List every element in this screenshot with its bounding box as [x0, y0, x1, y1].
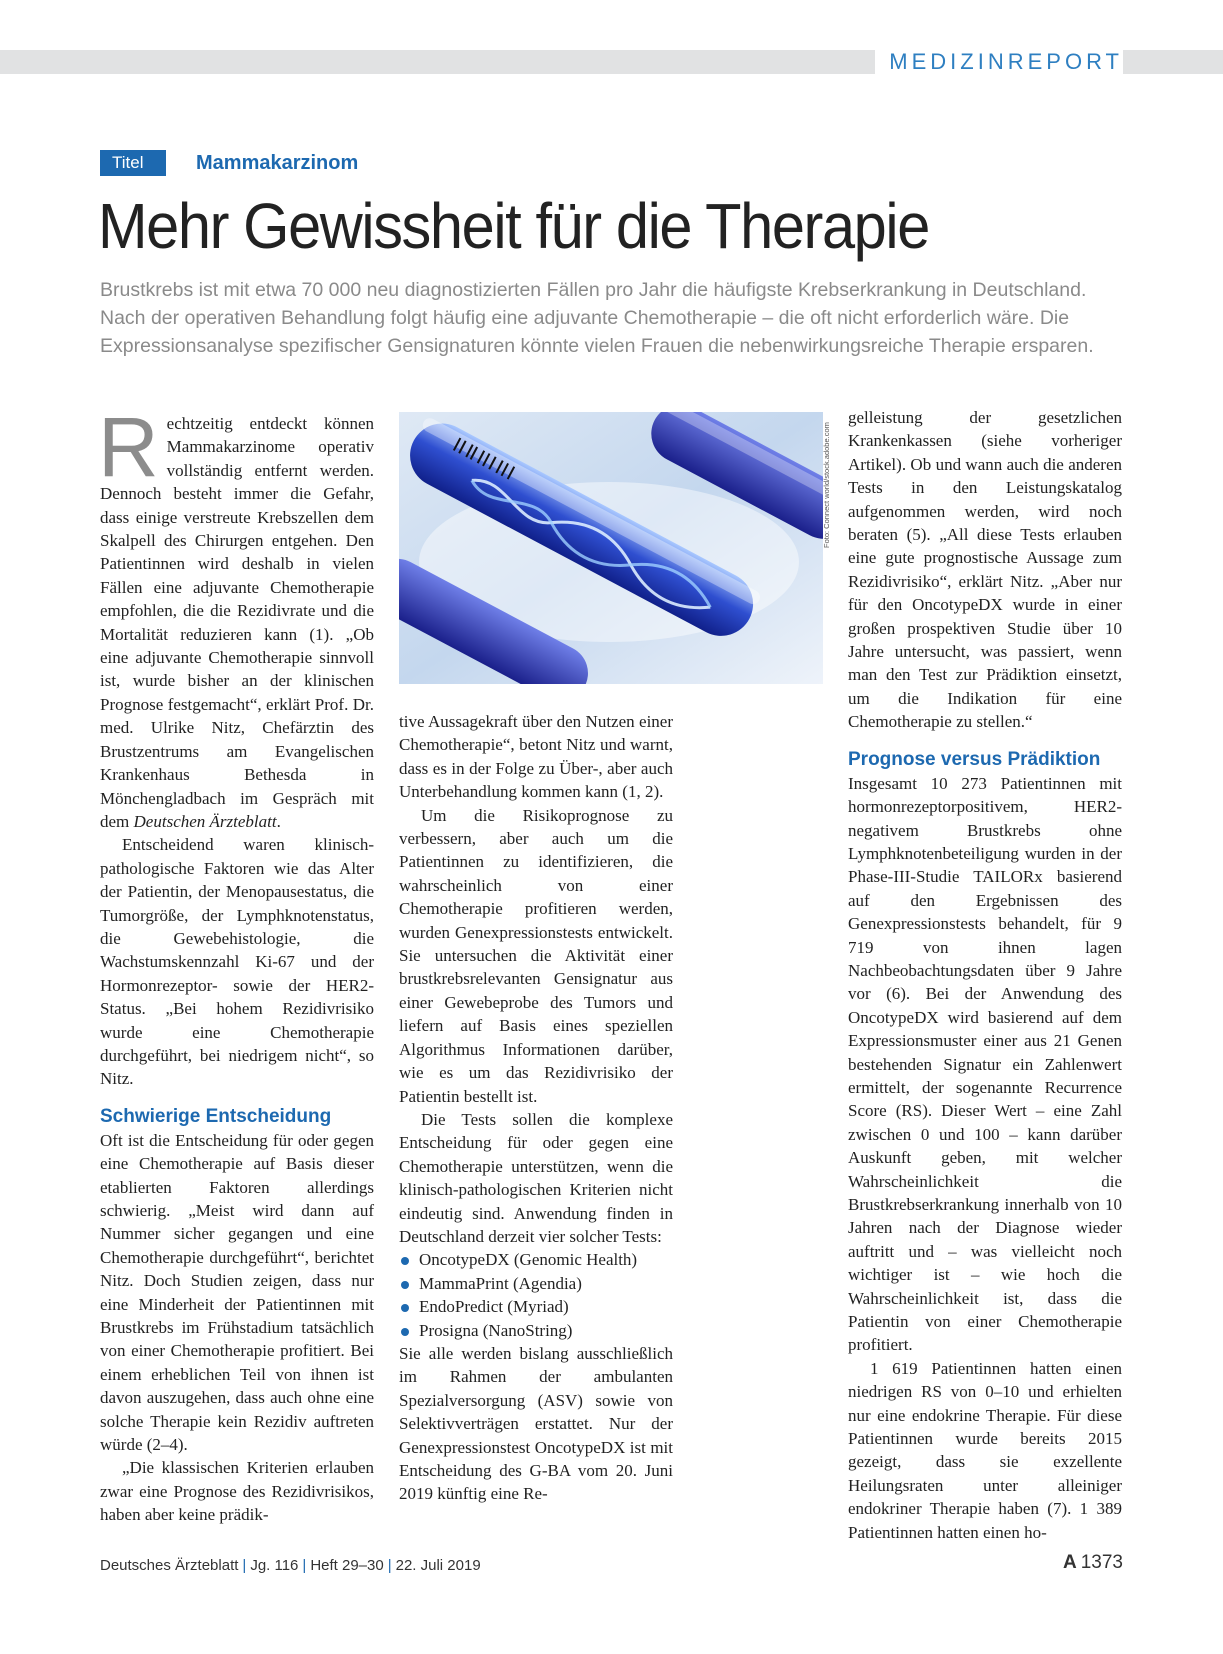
photo-credit: Foto: Connect world/stock.adobe.com [822, 422, 831, 548]
text-column-1 [98, 400, 374, 1527]
journal-name: Deutschen Ärzteblatt [133, 811, 277, 831]
article-kicker: Mammakarzinom [196, 152, 359, 174]
list-item: EndoPredict (Myriad) [399, 1295, 673, 1318]
subheading: Prognose versus Prädiktion [848, 748, 1101, 770]
lead-line: Brustkrebs ist mit etwa 70 000 neu diagnostizierten Fällen pro Jahr die häufigste Krebserkrankung in Deutschland. [100, 279, 1087, 301]
list-item: MammaPrint (Agendia) [399, 1272, 673, 1295]
paragraph: Insgesamt 10 273 Patientinnen mit hormonrezeptorpositivem, HER2-negativem Brustkrebs ohne Lymphknotenbeteiligung wurden in der Phase-III-Studie TAILORx basierend auf den Ergebnissen des Genexpressionstests behandelt, für 9 719 von ihnen lagen Nachbeobachtungsdaten über 9 Jahre vor (6). Bei der Anwendung des OncotypeDX wird basierend auf dem Expressionsmuster einer aus 21 Genen bestehenden Signatur ein Zahlenwert ermittelt, der sogenannte Recurrence Score (RS). Dieser Wert – eine Zahl zwischen 0 und 100 – kann darüber Auskunft geben, mit welcher Wahrscheinlichkeit die Brustkrebserkrankung innerhalb von 10 Jahren nach der Diagnose wieder auftritt und – was vielleicht noch wichtiger ist – wie hoch die Wahrscheinlichkeit ist, dass die Patientin von einer Chemotherapie profitiert. [848, 773, 1122, 1355]
list-item: OncotypeDX (Genomic Health) [399, 1248, 673, 1271]
paragraph: Um die Risikoprognose zu verbessern, aber auch um die Patientinnen zu identifizieren, die wahrscheinlich von einer Chemotherapie profitieren werden, wurden Genexpressionstests entwickelt. Sie untersuchen die Aktivität einer brustkrebsrelevanten Gensignatur aus einer Gewebeprobe des Tumors und liefern auf Basis eines speziellen Algorithmus Informationen darüber, wie es um das Rezidivrisiko der Patientin bestellt ist. [399, 805, 673, 1106]
footer-issue: Heft 29–30 [310, 1557, 384, 1574]
paragraph: Rechtzeitig entdeckt können Mammakarzinome operativ vollständig entfernt werden. Dennoch besteht immer die Gefahr, dass einige verstreute Krebszellen dem Skalpell des Chirurgen entgehen. Den Patientinnen wird deshalb in vielen Fällen eine adjuvante Chemotherapie empfohlen, die die Rezidivrate und die Mortalität reduzieren kann (1). „Ob eine adjuvante Chemotherapie sinnvoll ist, wurde bisher an der klinischen Prognose festgemacht“, erklärt Prof. Dr. med. Ulrike Nitz, Chefärztin des Brustzentrums am Evangelischen Krankenhaus Bethesda in Mönchengladbach im Gespräch mit dem Deutschen Ärzteblatt. [98, 400, 374, 831]
paragraph: Entscheidend waren klinisch-pathologische Faktoren wie das Alter der Patientin, der Menopausestatus, die Tumorgröße, der Lymphknotenstatus, die Gewebehistologie, die Wachstumskennzahl Ki-67 und der Hormonrezeptor- sowie der HER2-Status. „Bei hohem Rezidivrisiko wurde eine Chemotherapie durchgeführt, bei niedrigem nicht“, so Nitz. [100, 835, 374, 1089]
section-label: MEDIZINREPORT [875, 47, 1123, 77]
paragraph: tive Aussagekraft über den Nutzen einer Chemotherapie“, betont Nitz und warnt, dass es in der Folge zu Über-, aber auch Unterbehandlung kommen kann (1, 2). [399, 712, 673, 802]
article-tag: Titel [100, 150, 166, 176]
page-footer: Deutsches Ärzteblatt | Jg. 116 | Heft 29–30 | 22. Juli 2019 [100, 1557, 481, 1574]
paragraph: gelleistung der gesetzlichen Krankenkassen (siehe vorheriger Artikel). Ob und wann auch die anderen Tests in den Leistungskatalog aufgenommen werden, wird noch beraten (5). „All diese Tests erlauben eine gute prognostische Aussage zum Rezidivrisiko“, erklärt Nitz. „Aber nur für den OncotypeDX wurde in einer großen prospektiven Studie über 10 Jahre untersucht, was passiert, wenn man den Test zur Prädiktion einsetzt, um die Indikation für eine Chemotherapie zu stellen.“ [848, 408, 1122, 732]
lead-line: Nach der operativen Behandlung folgt häufig eine adjuvante Chemotherapie – die oft nicht erforderlich wäre. Die [100, 307, 1070, 329]
article-headline: Mehr Gewissheit für die Therapie [98, 190, 929, 262]
test-list [399, 1248, 673, 1342]
footer-date: 22. Juli 2019 [395, 1557, 481, 1574]
article-lead [100, 276, 1140, 360]
text-column-2 [399, 710, 673, 1506]
paragraph: Sie alle werden bislang ausschließlich im Rahmen der ambulanten Spezialversorgung (ASV) sowie von Selektivverträgen erstattet. Nur der Genexpressionstest OncotypeDX ist mit Entscheidung des G-BA vom 20. Juni 2019 künftig eine Re- [399, 1343, 673, 1504]
paragraph: Oft ist die Entscheidung für oder gegen eine Chemotherapie auf Basis dieser etablierten Faktoren allerdings schwierig. „Meist wird dann auf Nummer sicher gegangen und eine Chemotherapie durchgeführt“, berichtet Nitz. Doch Studien zeigen, dass nur eine Minderheit der Patientinnen mit Brustkrebs im Frühstadium tatsächlich von einer Chemotherapie profitiert. Bei einem erheblichen Teil von ihnen ist davon auszugehen, dass auch ohne eine solche Therapie kein Rezidiv auftreten würde (2–4). [100, 1130, 374, 1455]
list-item: Prosigna (NanoString) [399, 1319, 673, 1342]
text-column-3 [848, 406, 1122, 1544]
footer-journal: Deutsches Ärzteblatt [100, 1557, 239, 1574]
paragraph: Die Tests sollen die komplexe Entscheidung für oder gegen eine Chemotherapie unterstützen, wenn die klinisch-pathologischen Kriterien nicht eindeutig sind. Anwendung finden in Deutschland derzeit vier solcher Tests: [399, 1109, 673, 1246]
paragraph: 1 619 Patientinnen hatten einen niedrigen RS von 0–10 und erhielten nur eine endokrine Therapie. Für diese Patientinnen wurde bereits 2015 gezeigt, dass sie exzellente Heilungsraten unter alleiniger endokriner Therapie haben (7). 1 389 Patientinnen hatten einen ho- [848, 1358, 1122, 1542]
footer-volume: Jg. 116 [250, 1557, 299, 1574]
lead-line: Expressionsanalyse spezifischer Gensignaturen könnte vielen Frauen die nebenwirkungsreiche Therapie ersparen. [100, 335, 1094, 357]
article-photo [399, 412, 823, 684]
paragraph: „Die klassischen Kriterien erlauben zwar eine Prognose des Rezidivrisikos, haben aber keine prädik- [100, 1458, 374, 1525]
subheading: Schwierige Entscheidung [100, 1105, 332, 1127]
page-number: A 1373 [1062, 1552, 1123, 1573]
drop-cap: R [98, 400, 159, 494]
